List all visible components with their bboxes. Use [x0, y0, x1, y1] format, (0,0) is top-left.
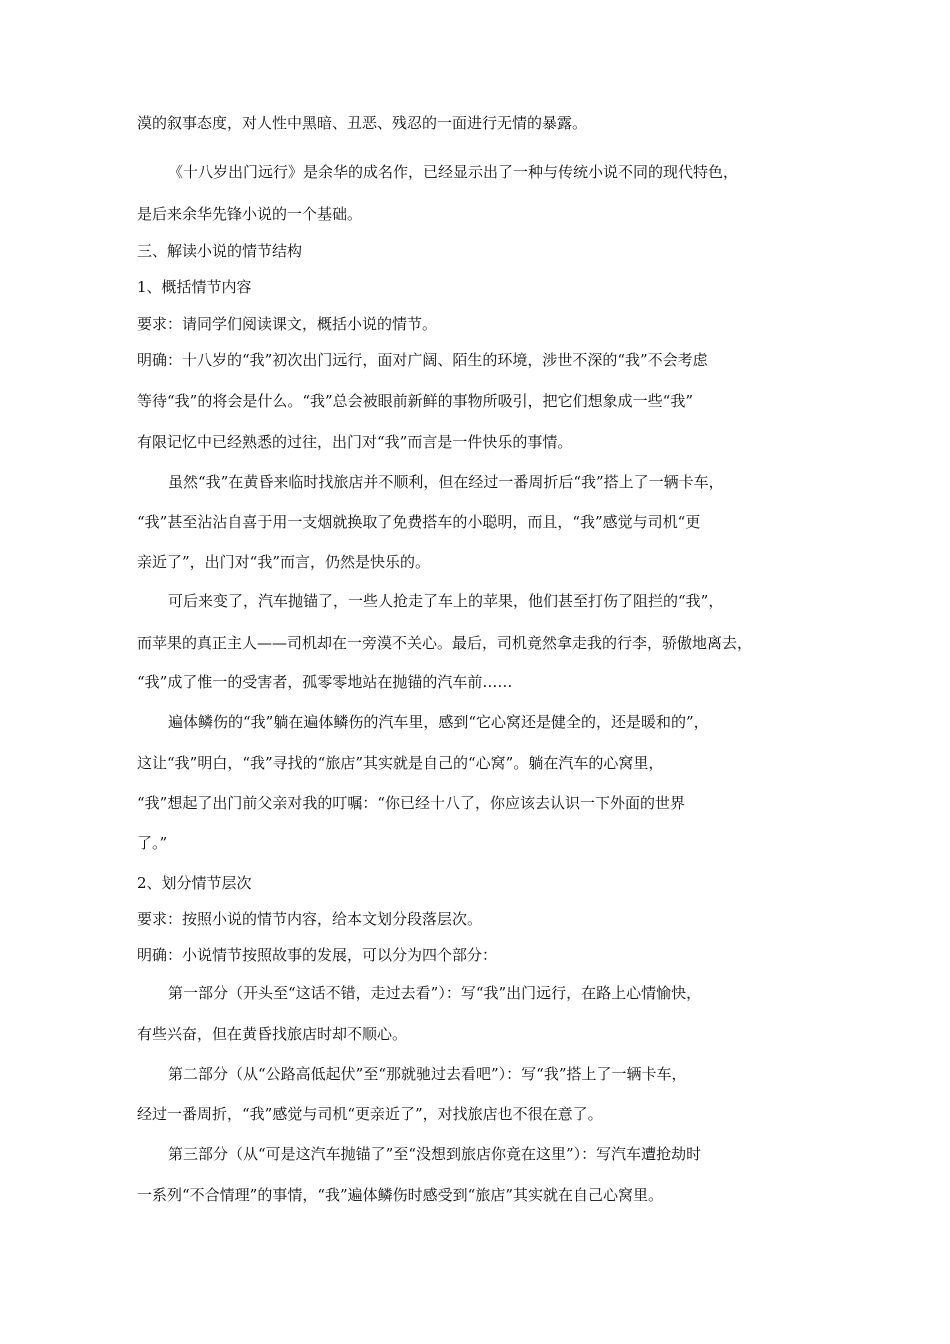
text-line: 明确：十八岁的“我”初次出门远行，面对广阔、陌生的环境，涉世不深的“我”不会考虑 [137, 351, 708, 369]
text-line: 而苹果的真正主人——司机却在一旁漠不关心。最后，司机竟然拿走我的行李，骄傲地离去， [137, 634, 753, 652]
text-line: 一系列“不合情理”的事情，“我”遍体鳞伤时感受到“旅店”其实就在自己心窝里。 [137, 1186, 664, 1204]
text-line: 要求：请同学们阅读课文，概括小说的情节。 [137, 315, 438, 333]
text-line: 是后来余华先锋小说的一个基础。 [137, 205, 363, 223]
text-line: “我”甚至沾沾自喜于用一支烟就换取了免费搭车的小聪明，而且，“我”感觉与司机“更 [137, 513, 701, 531]
text-line: “我”想起了出门前父亲对我的叮嘱：“你已经十八了，你应该去认识一下外面的世界 [137, 794, 686, 812]
text-line: 第一部分（开头至“这话不错，走过去看”）：写“我”出门远行，在路上心情愉快， [168, 984, 702, 1002]
text-line: 第二部分（从“公路高低起伏”至“那就驰过去看吧”）：写“我”搭上了一辆卡车， [168, 1065, 687, 1083]
text-line: 遍体鳞伤的“我”躺在遍体鳞伤的汽车里，感到“它心窝还是健全的，还是暖和的”， [168, 713, 709, 731]
subsection-heading: 1、概括情节内容 [137, 278, 252, 296]
text-line: 等待“我”的将会是什么。“我”总会被眼前新鲜的事物所吸引，把它们想象成一些“我” [137, 392, 694, 410]
text-line: 了。” [137, 834, 168, 852]
text-line: 有些兴奋，但在黄昏找旅店时却不顺心。 [137, 1025, 408, 1043]
text-line: 这让“我”明白，“我”寻找的“旅店”其实就是自己的“心窝”。躺在汽车的心窝里， [137, 754, 664, 772]
text-line: 虽然“我”在黄昏来临时找旅店并不顺利，但在经过一番周折后“我”搭上了一辆卡车， [168, 473, 724, 491]
text-line: 经过一番周折，“我”感觉与司机“更亲近了”，对找旅店也不很在意了。 [137, 1105, 603, 1123]
subsection-heading: 2、划分情节层次 [137, 874, 252, 892]
text-line: 明确：小说情节按照故事的发展，可以分为四个部分： [137, 946, 498, 964]
section-heading: 三、解读小说的情节结构 [137, 242, 303, 260]
text-line: 可后来变了，汽车抛锚了，一些人抢走了车上的苹果，他们甚至打伤了阻拦的“我”， [168, 592, 724, 610]
text-line: 要求：按照小说的情节内容，给本文划分段落层次。 [137, 910, 483, 928]
text-line: 漠的叙事态度，对人性中黑暗、丑恶、残忍的一面进行无情的暴露。 [137, 114, 588, 132]
text-line: 亲近了”，出门对“我”而言，仍然是快乐的。 [137, 553, 431, 571]
text-line: 《十八岁出门远行》是余华的成名作，已经显示出了一种与传统小说不同的现代特色， [168, 163, 739, 181]
text-line: 第三部分（从“可是这汽车抛锚了”至“没想到旅店你竟在这里”）：写汽车遭抢劫时 [168, 1145, 702, 1163]
text-line: 有限记忆中已经熟悉的过往，出门对“我”而言是一件快乐的事情。 [137, 433, 573, 451]
text-line: “我”成了惟一的受害者，孤零零地站在抛锚的汽车前…… [137, 673, 513, 691]
